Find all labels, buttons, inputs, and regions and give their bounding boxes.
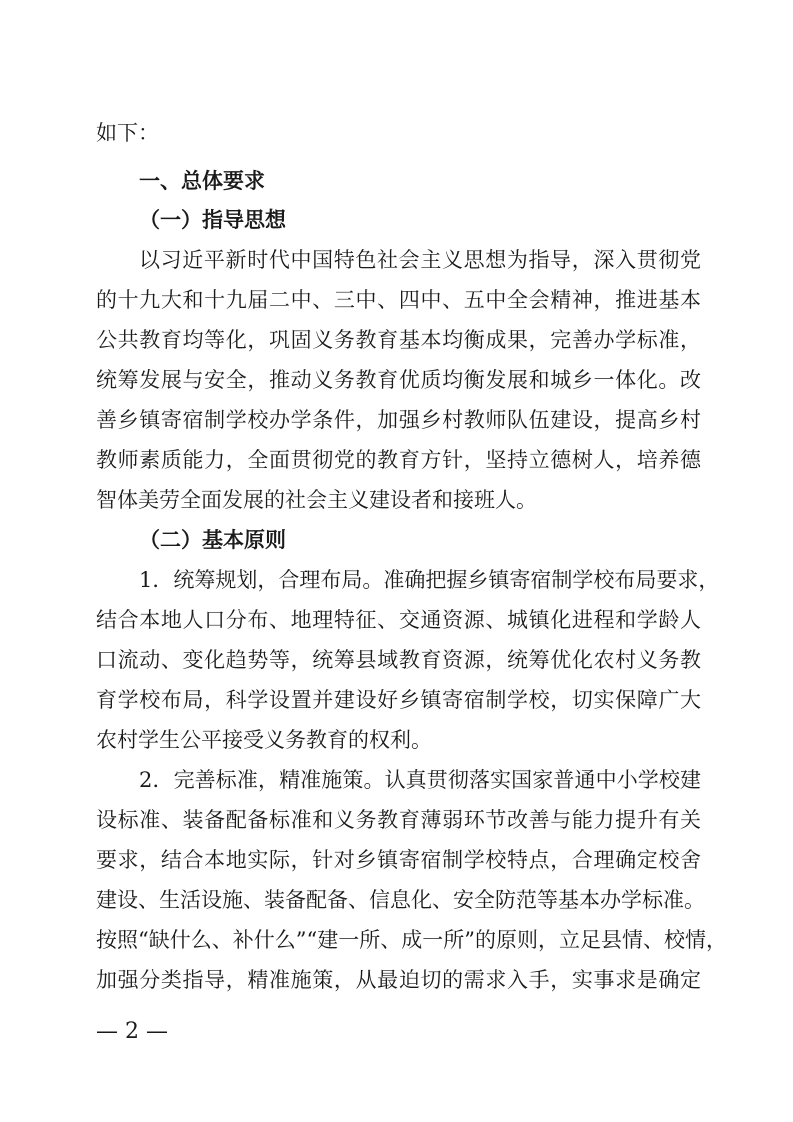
subsection-heading: （二）基本原则: [139, 528, 286, 552]
paragraph-line: 按照“缺什么、补什么”“建一所、成一所”的原则，立足县情、校情，: [96, 928, 727, 952]
paragraph-line: 善乡镇寄宿制学校办学条件，加强乡村教师队伍建设，提高乡村: [96, 408, 701, 432]
paragraph-line: 口流动、变化趋势等，统筹县域教育资源，统筹优化农村义务教: [96, 648, 701, 672]
paragraph-line: 智体美劳全面发展的社会主义建设者和接班人。: [96, 488, 537, 512]
paragraph-line: 结合本地人口分布、地理特征、交通资源、城镇化进程和学龄人: [96, 608, 701, 632]
paragraph-line: 建设、生活设施、装备配备、信息化、安全防范等基本办学标准。: [96, 888, 705, 912]
subsection-heading: （一）指导思想: [139, 208, 286, 232]
section-heading: 一、总体要求: [139, 169, 265, 193]
paragraph-line: 育学校布局，科学设置并建设好乡镇寄宿制学校，切实保障广大: [96, 688, 701, 712]
paragraph-line: 2．完善标准，精准施策。认真贯彻落实国家普通中小学校建: [139, 768, 701, 792]
paragraph-line: 教师素质能力，全面贯彻党的教育方针，坚持立德树人，培养德: [96, 448, 701, 472]
paragraph-line: 的十九大和十九届二中、三中、四中、五中全会精神，推进基本: [96, 288, 701, 312]
paragraph-line: 要求，结合本地实际，针对乡镇寄宿制学校特点，合理确定校舍: [96, 848, 701, 872]
page-number: — 2 —: [96, 1019, 168, 1044]
text-line: 如下：: [96, 121, 159, 145]
paragraph-line: 1．统筹规划，合理布局。准确把握乡镇寄宿制学校布局要求，: [139, 568, 720, 592]
paragraph-line: 农村学生公平接受义务教育的权利。: [96, 728, 432, 752]
paragraph-line: 设标准、装备配备标准和义务教育薄弱环节改善与能力提升有关: [96, 808, 701, 832]
paragraph-line: 统筹发展与安全，推动义务教育优质均衡发展和城乡一体化。改: [96, 368, 701, 392]
paragraph-line: 以习近平新时代中国特色社会主义思想为指导，深入贯彻党: [139, 248, 701, 272]
paragraph-line: 公共教育均等化，巩固义务教育基本均衡成果，完善办学标准，: [96, 328, 701, 352]
paragraph-line: 加强分类指导，精准施策，从最迫切的需求入手，实事求是确定: [96, 968, 701, 992]
